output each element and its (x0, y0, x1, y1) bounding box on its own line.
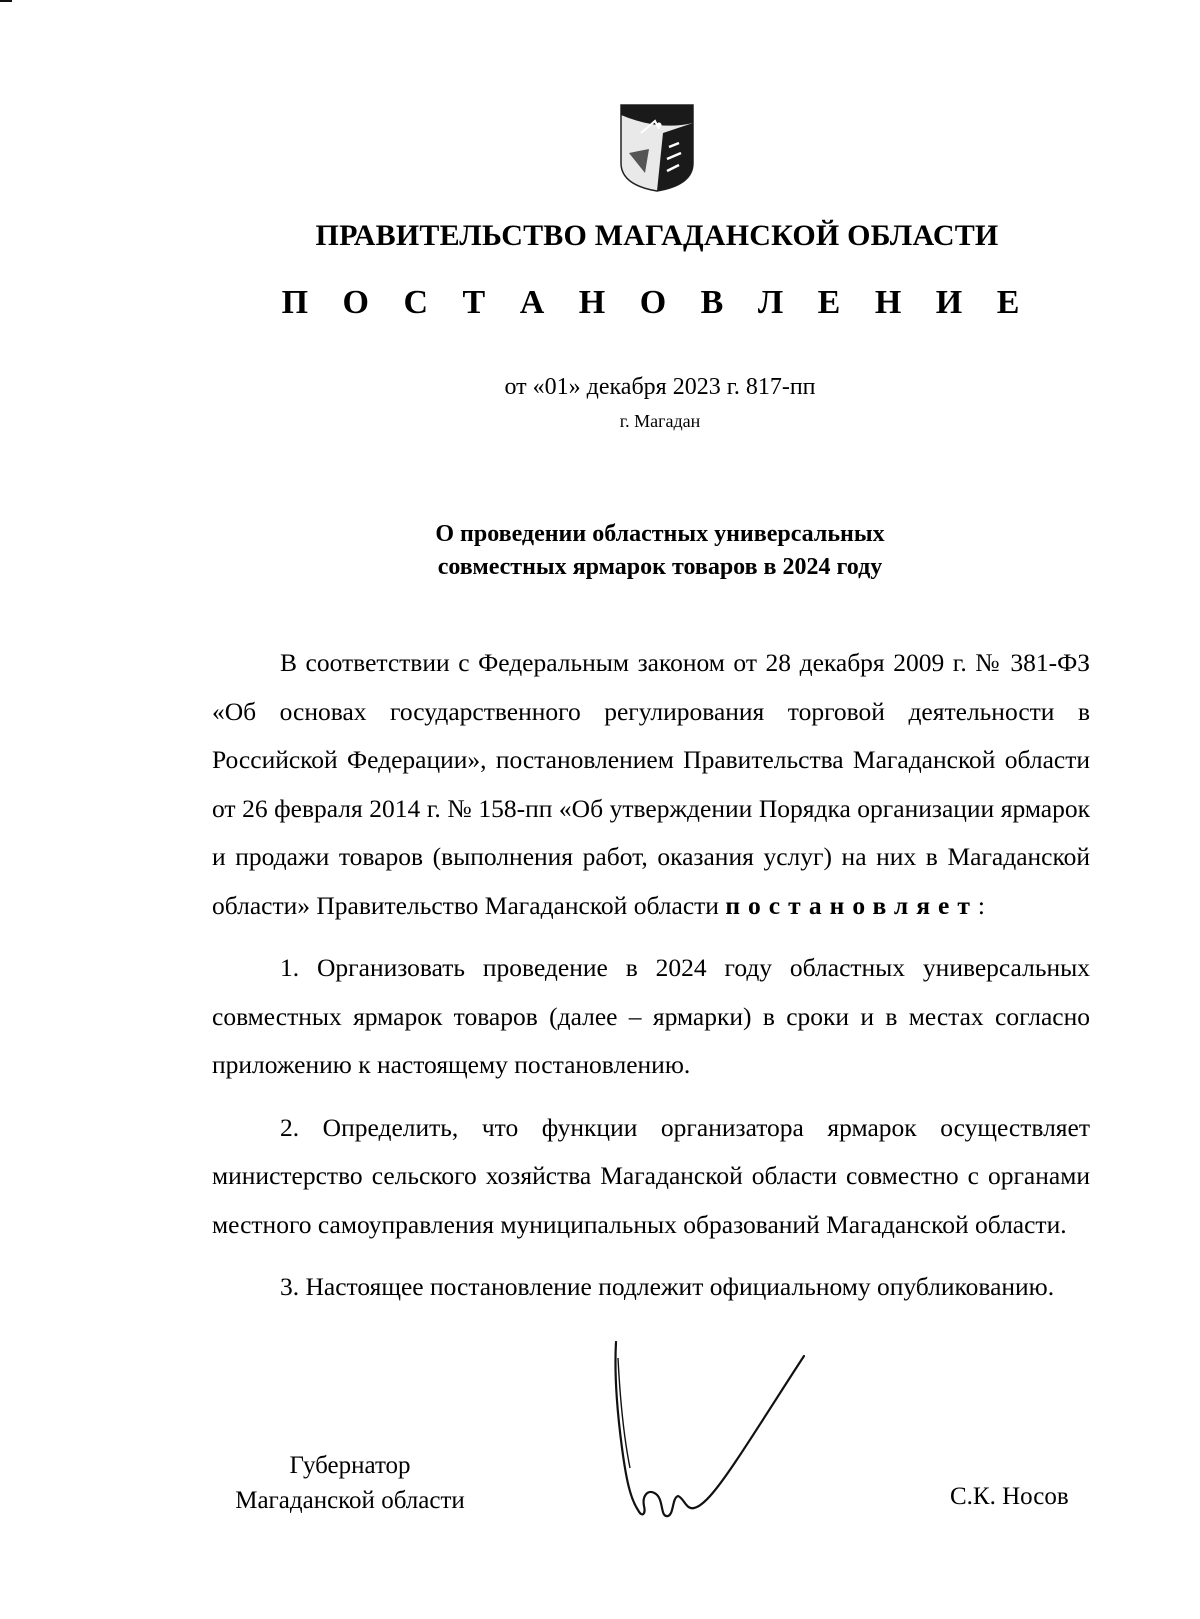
preamble-text: В соответствии с Федеральным законом от 28 декабря 2009 г. № 381-ФЗ «Об основах государственного регулирования торговой деятельности в Российской Федерации», постановлением Правительства Магаданской области от 26 февраля 2014 г. № 158-пп «Об утверждении Порядка организации ярмарок и продажи товаров (выполнения работ, оказания услуг) на них в Магаданской области» Правительство Магаданской области (212, 648, 1090, 920)
signatory-name: С.К. Носов (950, 1483, 1069, 1510)
position-line-1: Губернатор (289, 1452, 411, 1479)
government-title: ПРАВИТЕЛЬСТВО МАГАДАНСКОЙ ОБЛАСТИ (315, 219, 999, 252)
item-paragraph-1: 1. Организовать проведение в 2024 году областных универсальных совместных ярмарок товаров (далее – ярмарки) в сроки и в местах согласно приложению к настоящему постановлению. (212, 953, 1090, 1079)
position-line-2: Магаданской области (235, 1487, 465, 1514)
document-type-heading: П О С Т А Н О В Л Е Н И Е (281, 284, 1033, 321)
coat-of-arms-icon (619, 103, 695, 193)
signatory-position (220, 1448, 480, 1518)
document-date-number: от «01» декабря 2023 г. 817-пп (504, 374, 816, 400)
document-body (212, 639, 1090, 1312)
subject-line-1: О проведении областных универсальных (435, 521, 885, 547)
decree-word: постановляет (725, 890, 978, 920)
document-city: г. Магадан (619, 411, 701, 431)
item-paragraph-2: 2. Определить, что функции организатора ярмарок осуществляет министерство сельского хозяйства Магаданской области совместно с органами местного самоуправления муниципальных образований Магаданской области. (212, 1112, 1090, 1239)
preamble-paragraph (212, 639, 1090, 930)
preamble-colon: : (977, 890, 985, 920)
handwritten-signature (608, 1338, 828, 1538)
subject-line-2: совместных ярмарок товаров в 2024 году (437, 554, 883, 580)
item-paragraph-3: 3. Настоящее постановление подлежит официальному опубликованию. (280, 1272, 1055, 1301)
scan-corner-mark (0, 0, 12, 2)
document-subject (0, 518, 1200, 584)
